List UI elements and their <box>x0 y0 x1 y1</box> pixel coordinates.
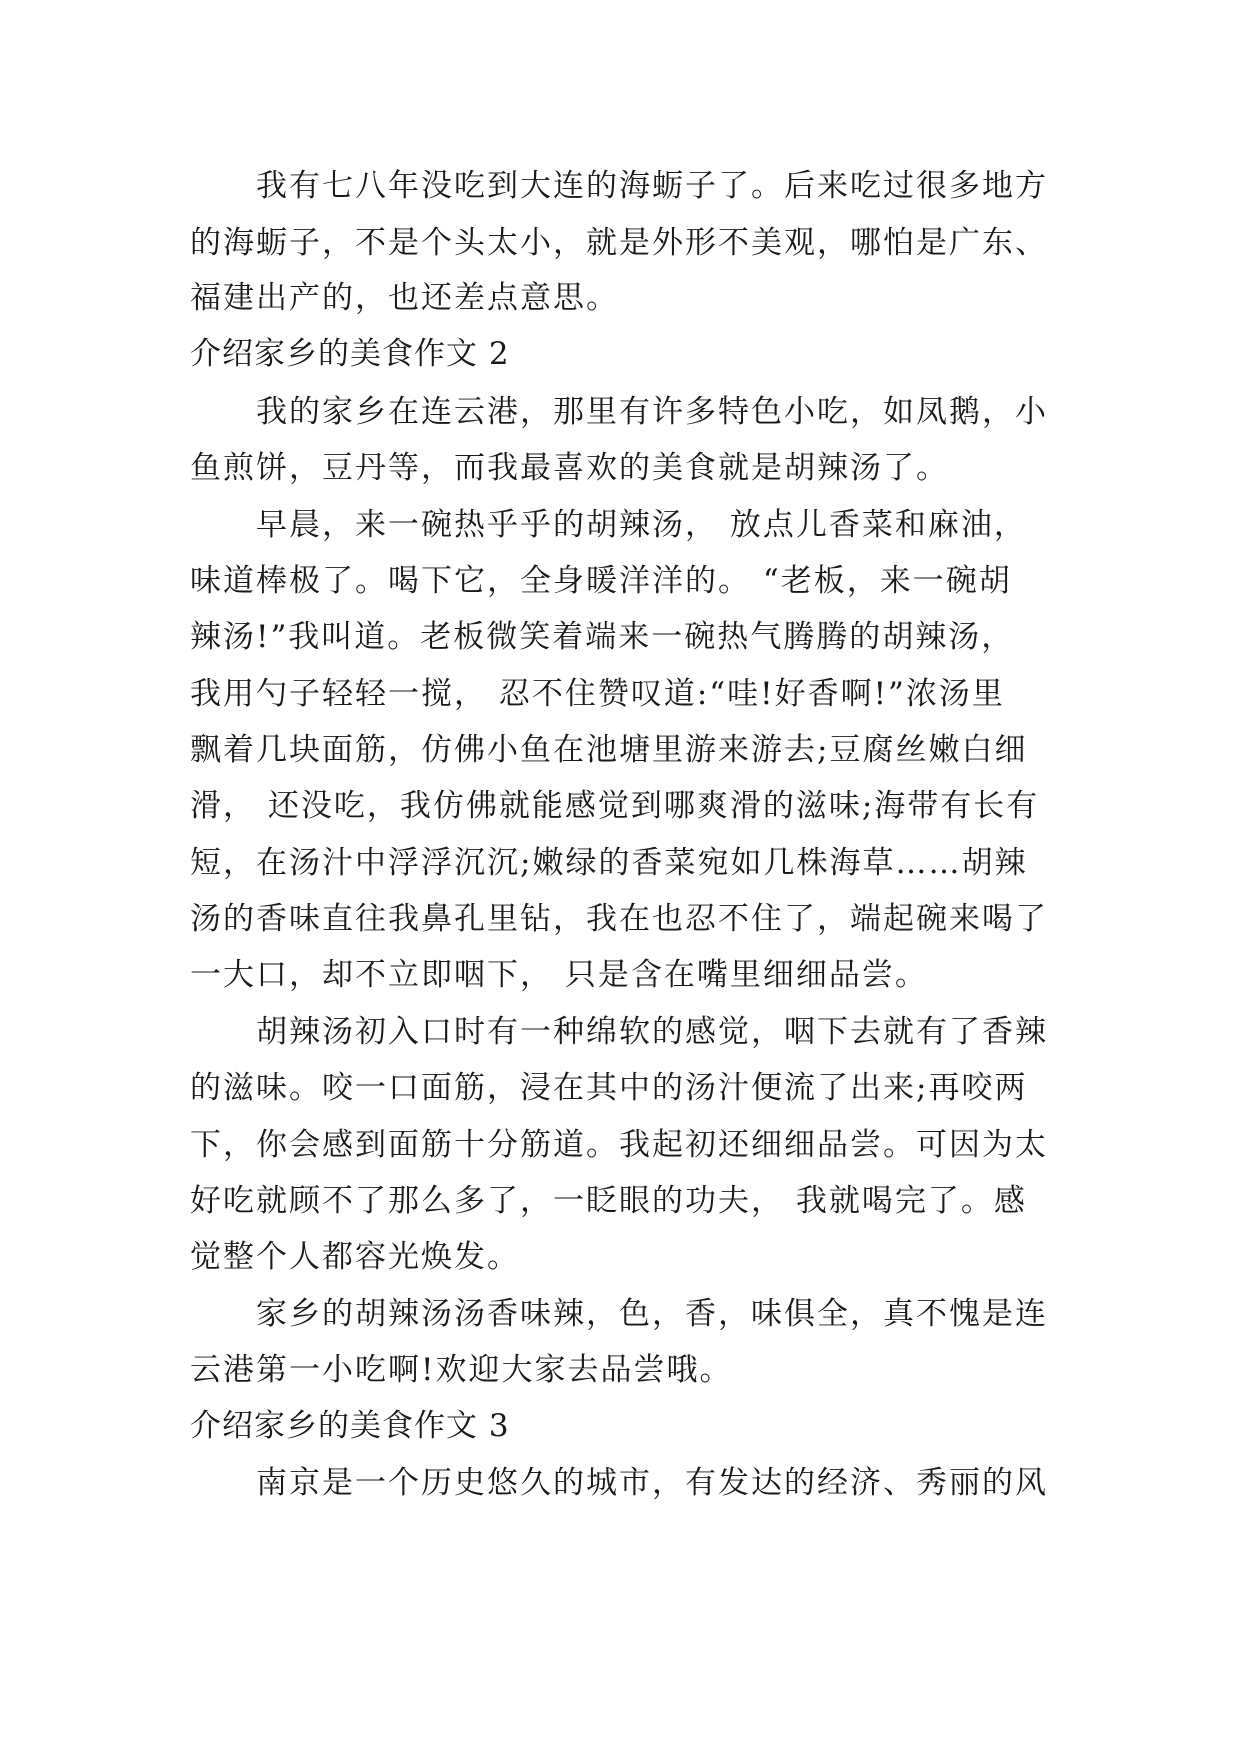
paragraph-line: 汤的香味直往我鼻孔里钻，我在也忍不住了，端起碗来喝了 <box>190 901 1048 937</box>
paragraph-line: 好吃就顾不了那么多了，一眨眼的功夫， 我就喝完了。感 <box>190 1183 1027 1219</box>
paragraph-line: 味道棒极了。喝下它，全身暖洋洋的。 “老板，来一碗胡 <box>190 563 1012 599</box>
section-heading: 介绍家乡的美食作文 3 <box>190 1408 510 1444</box>
paragraph-line: 南京是一个历史悠久的城市，有发达的经济、秀丽的风 <box>256 1465 1048 1501</box>
paragraph-line: 鱼煎饼，豆丹等，而我最喜欢的美食就是胡辣汤了。 <box>190 450 949 486</box>
paragraph-line: 云港第一小吃啊!欢迎大家去品尝哦。 <box>190 1352 733 1388</box>
paragraph-line: 辣汤!”我叫道。老板微笑着端来一碗热气腾腾的胡辣汤， <box>190 619 1015 655</box>
paragraph-line: 家乡的胡辣汤汤香味辣，色，香，味俱全，真不愧是连 <box>256 1296 1048 1332</box>
paragraph-line: 胡辣汤初入口时有一种绵软的感觉，咽下去就有了香辣 <box>256 1014 1048 1050</box>
paragraph-line: 下，你会感到面筋十分筋道。我起初还细细品尝。可因为太 <box>190 1127 1048 1163</box>
paragraph-line: 短，在汤汁中浮浮沉沉;嫩绿的香菜宛如几株海草……胡辣 <box>190 845 1028 881</box>
paragraph-line: 早晨，来一碗热乎乎的胡辣汤， 放点儿香菜和麻油， <box>256 507 1027 543</box>
paragraph-line: 福建出产的，也还差点意思。 <box>190 280 619 316</box>
paragraph-line: 我用勺子轻轻一搅， 忍不住赞叹道:“哇!好香啊!”浓汤里 <box>190 676 1005 712</box>
paragraph-line: 飘着几块面筋，仿佛小鱼在池塘里游来游去;豆腐丝嫩白细 <box>190 732 1028 768</box>
paragraph-line: 我的家乡在连云港，那里有许多特色小吃，如凤鹅，小 <box>256 394 1048 430</box>
paragraph-line: 滑， 还没吃，我仿佛就能感觉到哪爽滑的滋味;海带有长有 <box>190 788 1040 824</box>
section-heading: 介绍家乡的美食作文 2 <box>190 336 510 372</box>
paragraph-line: 的滋味。咬一口面筋，浸在其中的汤汁便流了出来;再咬两 <box>190 1070 1028 1106</box>
paragraph-line: 觉整个人都容光焕发。 <box>190 1239 520 1275</box>
paragraph-line: 的海蛎子，不是个头太小，就是外形不美观，哪怕是广东、 <box>190 225 1048 261</box>
paragraph-line: 一大口，却不立即咽下， 只是含在嘴里细细品尝。 <box>190 957 928 993</box>
paragraph-line: 我有七八年没吃到大连的海蛎子了。后来吃过很多地方 <box>256 168 1048 204</box>
